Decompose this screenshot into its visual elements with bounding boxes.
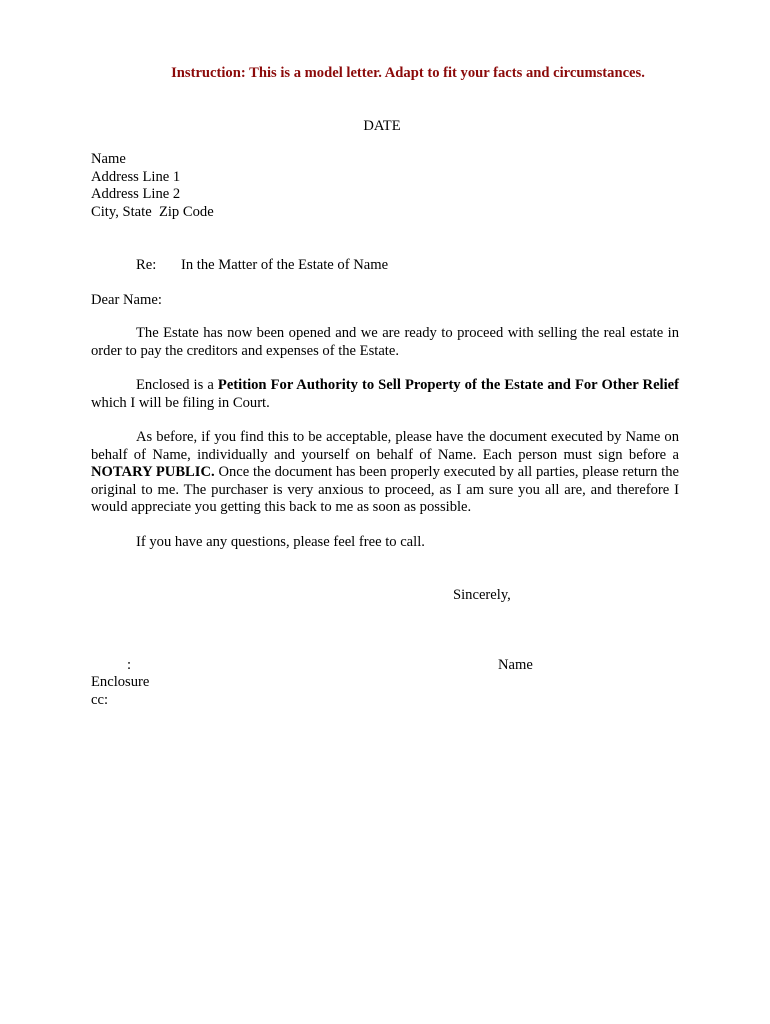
paragraph-enclosed-petition xyxy=(91,377,679,412)
paragraph-3-lead: As before, if you find this to be acceptable, please have the document executed by Name on behalf of Name, individually and yourself on behalf of Name. Each person must sign before a xyxy=(91,429,679,463)
signature-name: Name xyxy=(498,657,533,673)
paragraph-2-lead: Enclosed is a xyxy=(136,377,218,393)
recipient-address-block xyxy=(91,151,214,221)
paragraph-estate-opened: The Estate has now been opened and we are ready to proceed with selling the real estate in order to pay the creditors and expenses of the Estate. xyxy=(91,325,679,359)
paragraph-2-tail: which I will be filing in Court. xyxy=(91,394,270,411)
initials-colon: : xyxy=(127,657,132,673)
paragraph-execution-instructions xyxy=(91,429,679,517)
city-state-zip: City, State Zip Code xyxy=(91,203,214,220)
re-line xyxy=(136,256,388,274)
address-line-1: Address Line 1 xyxy=(91,168,181,185)
re-subject: In the Matter of the Estate of Name xyxy=(181,257,389,273)
paragraph-questions: If you have any questions, please feel free to call. xyxy=(136,534,425,550)
recipient-name: Name xyxy=(91,151,126,167)
salutation: Dear Name: xyxy=(91,292,162,308)
address-line-2: Address Line 2 xyxy=(91,186,181,202)
instruction-note: Instruction: This is a model letter. Adapt to fit your facts and circumstances. xyxy=(171,65,645,81)
letter-date: DATE xyxy=(363,118,401,134)
paragraph-3-tail: Once the document has been properly executed by all parties, please return the original to me. The purchaser is very anxious to proceed, as I am sure you all are, and therefore I would appreciate you getting this back to me as soon as possible. xyxy=(91,464,679,515)
notary-public-emphasis: NOTARY PUBLIC. xyxy=(91,464,215,480)
cc-note: cc: xyxy=(91,692,109,708)
re-label: Re: xyxy=(136,257,157,273)
enclosure-note: Enclosure xyxy=(91,674,150,690)
closing: Sincerely, xyxy=(453,587,511,603)
petition-title: Petition For Authority to Sell Property of the Estate and For Other Relief xyxy=(217,377,679,393)
